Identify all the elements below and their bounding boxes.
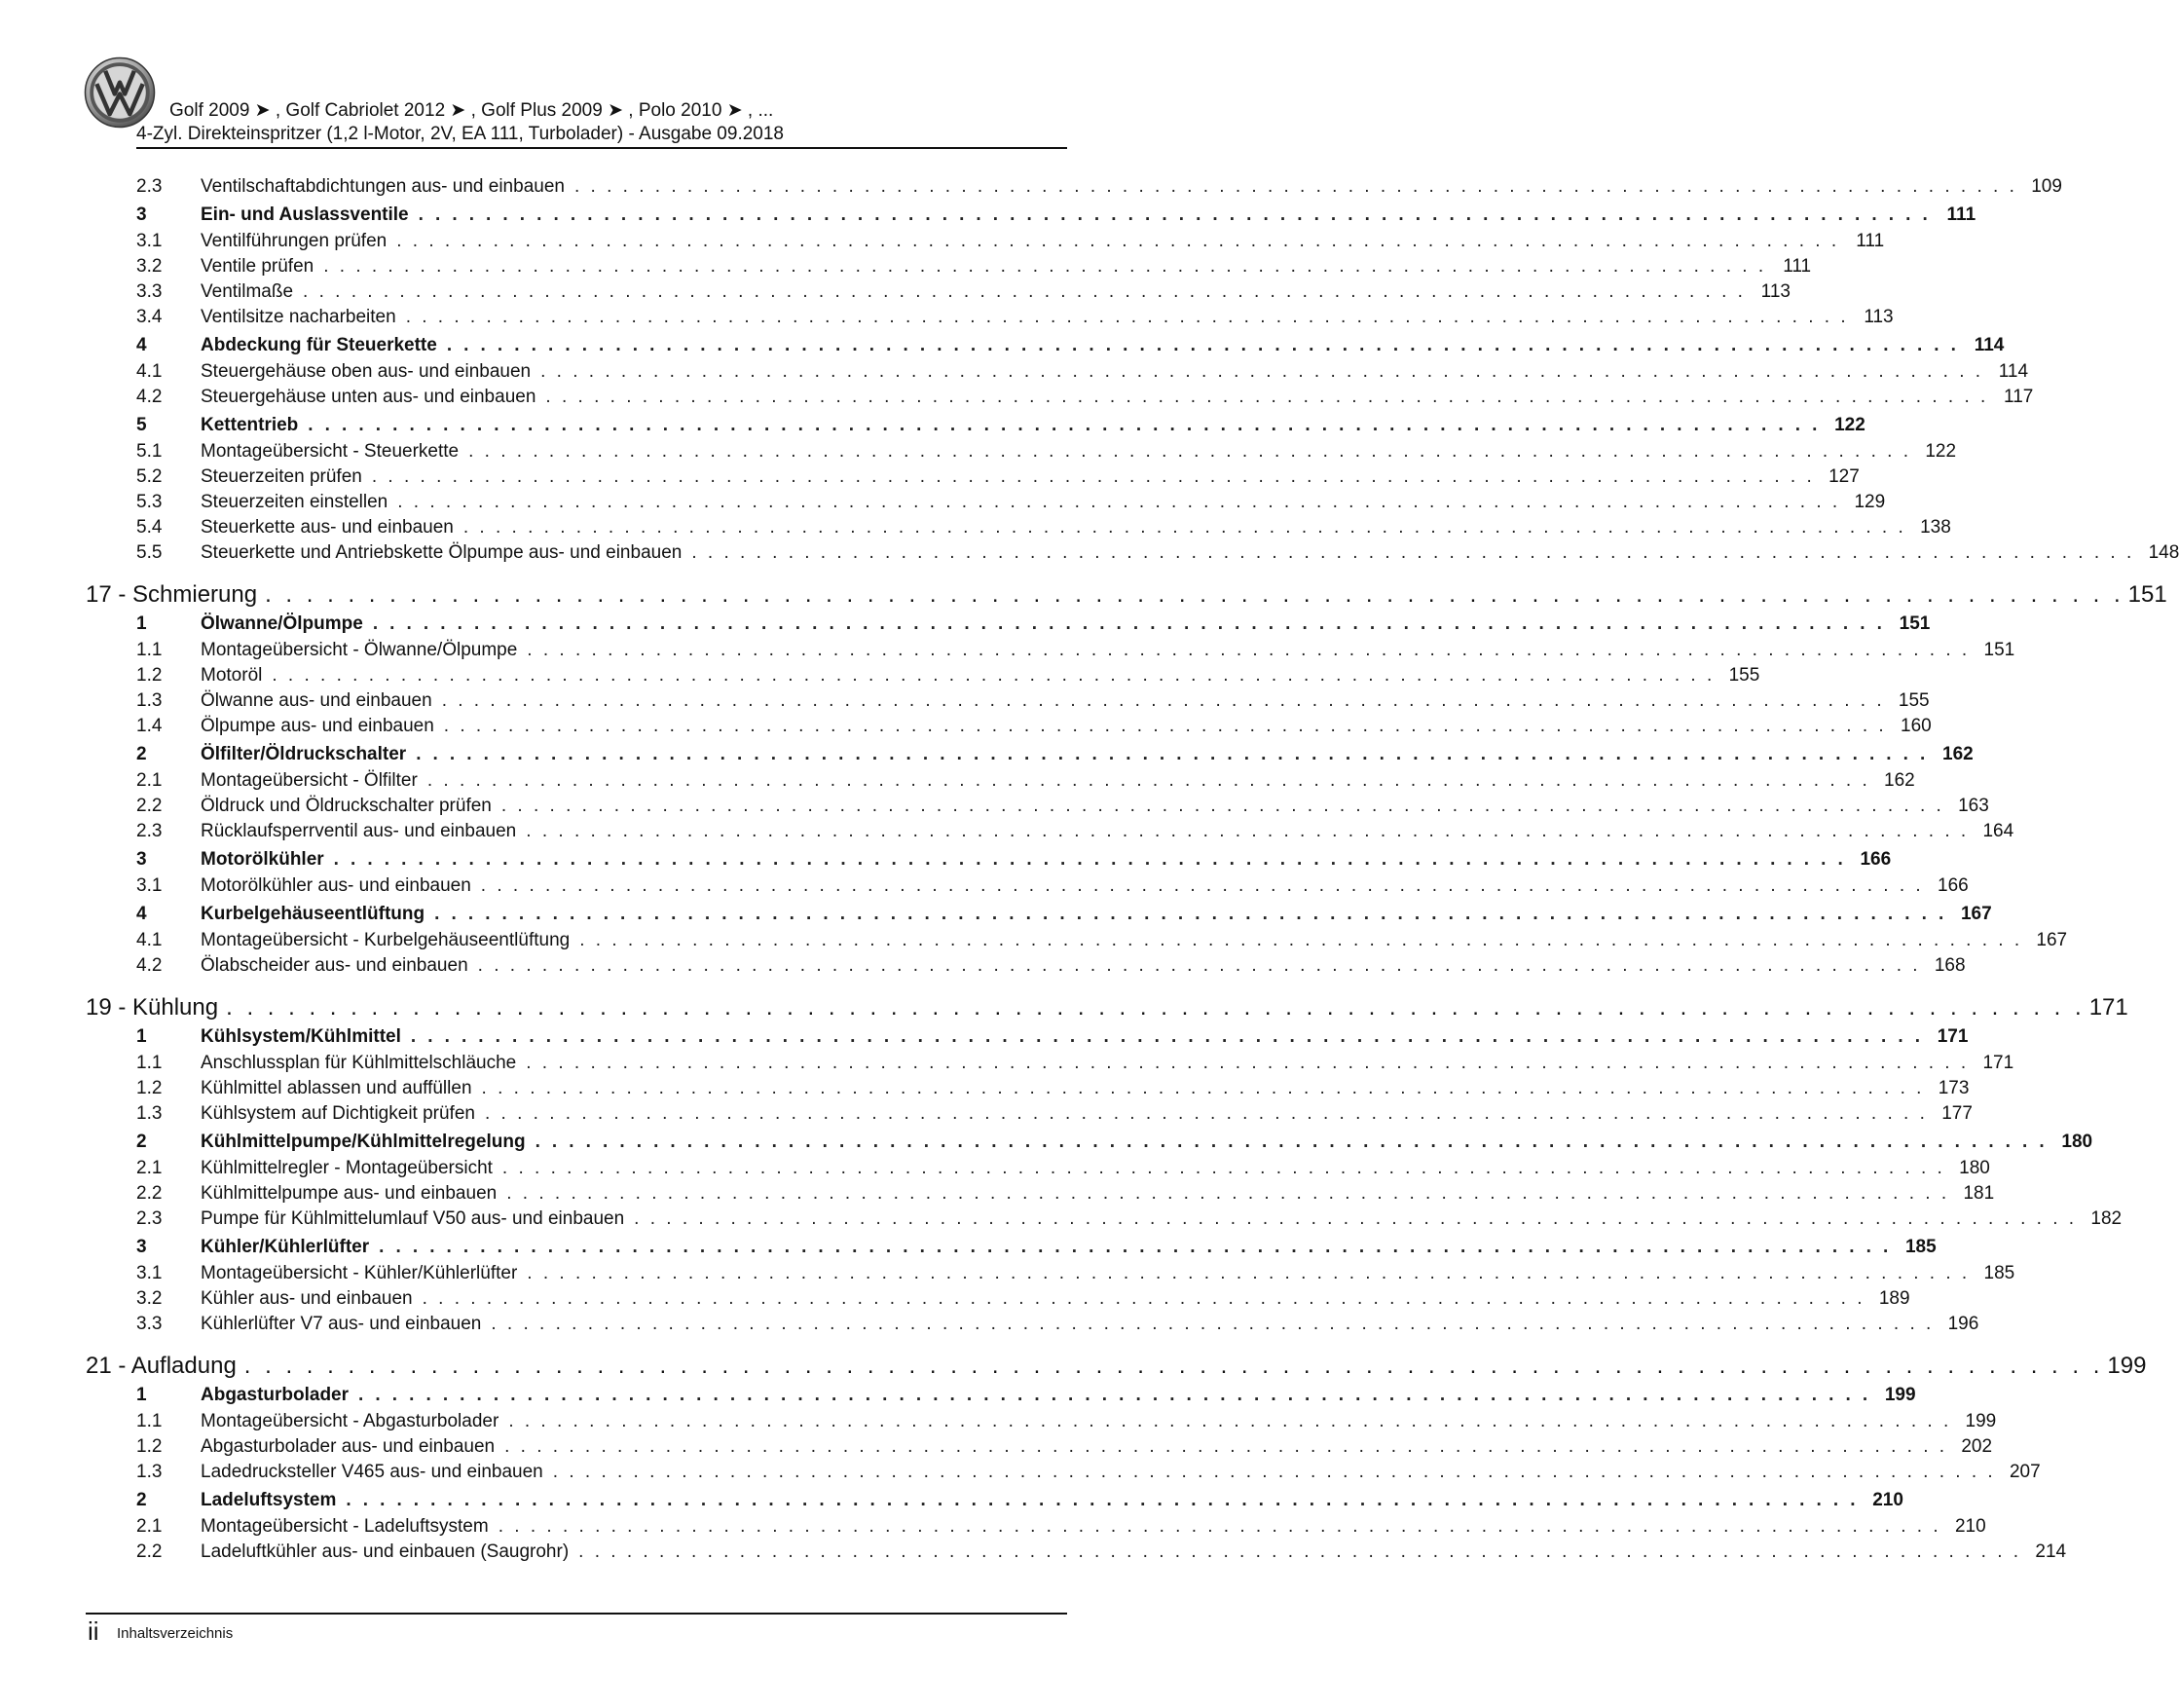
toc-entry-title: Rücklaufsperrventil aus- und einbauen bbox=[201, 821, 517, 841]
toc-entry-number: 3.1 bbox=[136, 875, 163, 896]
toc-section-entry[interactable] bbox=[86, 203, 1976, 229]
toc-subsection-entry[interactable] bbox=[86, 305, 1894, 330]
toc-entry-number: 1.3 bbox=[136, 690, 163, 711]
toc-subsection-entry[interactable] bbox=[86, 1460, 2041, 1485]
toc-entry-title: Montageübersicht - Ölfilter bbox=[201, 770, 418, 791]
toc-section-entry[interactable] bbox=[86, 413, 1865, 439]
toc-entry-title: Motorölkühler bbox=[201, 849, 324, 870]
toc-section-group bbox=[86, 1130, 2123, 1232]
toc-entry-title: Steuerkette aus- und einbauen bbox=[201, 517, 454, 538]
toc-entry-page: 182 bbox=[2090, 1208, 2123, 1229]
toc-entry-page: 210 bbox=[1954, 1516, 1986, 1537]
toc-entry-page: 181 bbox=[1963, 1183, 1995, 1204]
dot-leader: . . . . . . . . . . . . . . . . . . . . . . . . . . . . . . . . . . . . . . . . . . . . . . . . . . . . . . . . . . . . . . . . . . . . . . . . . . . . . . . . . . . . . . . . . . bbox=[527, 1263, 1971, 1283]
toc-entry-page: 117 bbox=[2004, 387, 2034, 407]
toc-entry-title: Pumpe für Kühlmittelumlauf V50 aus- und einbauen bbox=[201, 1208, 625, 1229]
toc-entry-number: 5.2 bbox=[136, 466, 163, 487]
toc-entry-page: 163 bbox=[1958, 796, 1989, 816]
toc-entry-page: 177 bbox=[1941, 1103, 1973, 1124]
toc-entry-number: 1.1 bbox=[136, 1053, 163, 1073]
toc-entry-number: 4 bbox=[136, 335, 147, 355]
toc-subsection-entry[interactable] bbox=[86, 1312, 1979, 1337]
toc-entry-number: 2.1 bbox=[136, 1158, 163, 1178]
toc-section-group bbox=[86, 333, 2034, 410]
toc-entry-page: 164 bbox=[1982, 821, 2014, 841]
toc-subsection-entry[interactable] bbox=[86, 1540, 2067, 1565]
dot-leader: . . . . . . . . . . . . . . . . . . . . . . . . . . . . . . . . . . . . . . . . . . . . . . . . . . . . . . . . . . . . . . . . . . . . . . . . . . . . . . . . . . . . . . . . . . bbox=[422, 1288, 1865, 1309]
toc-chapter-title: 17 - Schmierung bbox=[86, 581, 258, 608]
toc-entry-number: 5.5 bbox=[136, 542, 163, 563]
header-vehicle-models: Golf 2009 ➤ , Golf Cabriolet 2012 ➤ , Golf Plus 2009 ➤ , Polo 2010 ➤ , ... bbox=[169, 100, 774, 121]
header-engine-edition: 4-Zyl. Direkteinspritzer (1,2 l-Motor, 2V, EA 111, Turbolader) - Ausgabe 09.2018 bbox=[136, 124, 784, 144]
toc-entry-page: 180 bbox=[1959, 1158, 1990, 1178]
toc-entry-page: 151 bbox=[1983, 640, 2015, 660]
toc-section-group bbox=[86, 413, 2179, 566]
toc-entry-page: 122 bbox=[1925, 441, 1957, 462]
toc-entry-page: 155 bbox=[1898, 690, 1930, 711]
toc-subsection-entry[interactable] bbox=[86, 1101, 1973, 1127]
dot-leader: . . . . . . . . . . . . . . . . . . . . . . . . . . . . . . . . . . . . . . . . . . . . . . . . . . . . . . . . . . . . . . . . . . . . . . . . . . . . . . . . . . . . . . . . . . bbox=[498, 1516, 1941, 1537]
dot-leader: . . . . . . . . . . . . . . . . . . . . . . . . . . . . . . . . . . . . . . . . . . . . . . . . . . . . . . . . . . . . . . . . . . . . . . . . . . . . . . . . . . . . . . . . . . bbox=[526, 1053, 1970, 1073]
toc-chapter-page: 171 bbox=[2088, 994, 2128, 1021]
toc-entry-page: 138 bbox=[1920, 517, 1951, 538]
toc-entry-page: 148 bbox=[2148, 542, 2179, 563]
toc-entry-page: 173 bbox=[1938, 1078, 1970, 1098]
toc-subsection-entry[interactable] bbox=[86, 928, 2068, 953]
toc-chapter-page: 199 bbox=[2107, 1353, 2147, 1379]
toc-entry-title: Ventilführungen prüfen bbox=[201, 231, 388, 251]
toc-entry-number: 1.2 bbox=[136, 1078, 163, 1098]
toc-entry-page: 166 bbox=[1938, 875, 1969, 896]
toc-entry-number: 1 bbox=[136, 1385, 147, 1405]
toc-entry-title: Ölabscheider aus- und einbauen bbox=[201, 955, 468, 976]
dot-leader: . . . . . . . . . . . . . . . . . . . . . . . . . . . . . . . . . . . . . . . . . . . . . . . . . . . . . . . . . . . . . . . . . . . . . . . . . . . . . . . . . . . . . . . . . . bbox=[552, 1462, 1996, 1482]
toc-chapter-page: 151 bbox=[2127, 581, 2167, 608]
toc-entry-page: 111 bbox=[1856, 231, 1885, 251]
toc-entry-page: 127 bbox=[1828, 466, 1860, 487]
toc-entry-title: Ladeluftsystem bbox=[201, 1490, 337, 1510]
toc-entry-page: 129 bbox=[1854, 492, 1886, 512]
dot-leader: . . . . . . . . . . . . . . . . . . . . . . . . . . . . . . . . . . . . . . . . . . . . . . . . . . . . . . . . . . . . . . . . . . . . . . . . . . . . . . . . . . . . . . . . . . bbox=[426, 770, 1870, 791]
dot-leader: . . . . . . . . . . . . . . . . . . . . . . . . . . . . . . . . . . . . . . . . . . . . . . . . . . . . . . . . . . . . . . . . . . . . . . . . . . . . . . . . . . . . . . . . . . bbox=[434, 904, 1947, 924]
toc-subsection-entry[interactable] bbox=[86, 1051, 2014, 1076]
toc-entry-title: Ventilsitze nacharbeiten bbox=[201, 307, 396, 327]
toc-subsection-entry[interactable] bbox=[86, 490, 1886, 515]
toc-section-group bbox=[86, 612, 2015, 739]
dot-leader: . . . . . . . . . . . . . . . . . . . . . . . . . . . . . . . . . . . . . . . . . . . . . . . . . . . . . . . . . . . . . . . . . . . . . . . . . . . . . . . . . . . . . . . . . . bbox=[468, 441, 1912, 462]
page-header bbox=[84, 53, 1067, 146]
dot-leader: . . . . . . . . . . . . . . . . . . . . . . . . . . . . . . . . . . . . . . . . . . . . . . . . . . . . . . . . . . . . . . . . . . . . . . . . . . . . . . . . . . . . . . . . . . bbox=[540, 361, 1984, 382]
toc-subsection-entry[interactable] bbox=[86, 714, 1932, 739]
toc-entry-number: 3.2 bbox=[136, 1288, 163, 1309]
volkswagen-logo-icon bbox=[84, 56, 156, 129]
toc-entry-title: Kurbelgehäuseentlüftung bbox=[201, 904, 425, 924]
toc-entry-page: 199 bbox=[1965, 1411, 1997, 1431]
toc-entry-number: 4.1 bbox=[136, 361, 163, 382]
toc-entry-page: 185 bbox=[1983, 1263, 2015, 1283]
toc-entry-title: Kühler/Kühlerlüfter bbox=[201, 1237, 370, 1257]
toc-subsection-entry[interactable] bbox=[86, 229, 1885, 254]
dot-leader: . . . . . . . . . . . . . . . . . . . . . . . . . . . . . . . . . . . . . . . . . . . . . . . . . . . . . . . . . . . . . . . . . . . . . . . . . . . . . . . . . . . . . . . . . . bbox=[484, 1103, 1928, 1124]
toc-entry-title: Abgasturbolader bbox=[201, 1385, 350, 1405]
toc-entry-title: Kühlmittel ablassen und auffüllen bbox=[201, 1078, 472, 1098]
toc-entry-page: 199 bbox=[1884, 1385, 1916, 1405]
toc-subsection-entry[interactable] bbox=[86, 819, 2014, 844]
dot-leader: . . . . . . . . . . . . . . . . . . . . . . . . . . . . . . . . . . . . . . . . . . . . . . . . . . . . . . . . . . . . . . . . . . . . . . . . . . . . . . . . . . . . . . . . . . bbox=[410, 1026, 1924, 1047]
dot-leader: . . . . . . . . . . . . . . . . . . . . . . . . . . . . . . . . . . . . . . . . . . . . . . . . . . . . . . . . . . . . . . . . . . . . . . . . . . . . . . . . . . . . . . . . . . bbox=[491, 1314, 1935, 1334]
toc-subsection-entry[interactable] bbox=[86, 688, 1930, 714]
toc-entry-page: 151 bbox=[1899, 613, 1931, 634]
toc-entry-page: 166 bbox=[1860, 849, 1892, 870]
toc-chapter bbox=[86, 1345, 2147, 1565]
dot-leader: . . . . . . . . . . . . . . . . . . . . . . . . . . . . . . . . . . . . . . . . . . . . . . . . . . . . . . . . . . . . . . . . . . . . . . . . . . . . . . . . . . . . . . . . . . bbox=[308, 415, 1821, 435]
toc-entry-title: Kettentrieb bbox=[201, 415, 299, 435]
toc-subsection-entry[interactable] bbox=[86, 279, 1791, 305]
toc-entry-title: Steuerzeiten prüfen bbox=[201, 466, 362, 487]
toc-entry-number: 2.2 bbox=[136, 1541, 163, 1562]
toc-subsection-entry[interactable] bbox=[86, 1514, 1986, 1540]
dot-leader: . . . . . . . . . . . . . . . . . . . . . . . . . . . . . . . . . . . . . . . . . . . . . . . . . . . . . . . . . . . . . . . . . . . . . . . . . . . . . . . . . . . . . . . . . . bbox=[446, 335, 1960, 355]
toc-entry-number: 1.3 bbox=[136, 1462, 163, 1482]
toc-entry-number: 5.1 bbox=[136, 441, 163, 462]
toc-entry-title: Kühlmittelregler - Montageübersicht bbox=[201, 1158, 493, 1178]
toc-entry-number: 4.1 bbox=[136, 930, 163, 950]
toc-subsection-entry[interactable] bbox=[86, 638, 2015, 663]
toc-entry-title: Kühlerlüfter V7 aus- und einbauen bbox=[201, 1314, 482, 1334]
toc-subsection-entry[interactable] bbox=[86, 515, 1951, 540]
toc-section-group bbox=[86, 203, 1976, 330]
toc-section-entry[interactable] bbox=[86, 1383, 1916, 1409]
toc-subsection-entry[interactable] bbox=[86, 254, 1812, 279]
dot-leader: . . . . . . . . . . . . . . . . . . . . . . . . . . . . . . . . . . . . . . . . . . . . . . . . . . . . . . . . . . . . . . . . . . . . . . . . . . . . . . . . . . . . . . . . . . bbox=[265, 581, 2124, 608]
toc-entry-number: 4.2 bbox=[136, 955, 163, 976]
toc-entry-number: 1.2 bbox=[136, 1436, 163, 1457]
toc-entry-title: Motorölkühler aus- und einbauen bbox=[201, 875, 471, 896]
toc-entry-title: Kühler aus- und einbauen bbox=[201, 1288, 413, 1309]
toc-entry-page: 162 bbox=[1884, 770, 1915, 791]
dot-leader: . . . . . . . . . . . . . . . . . . . . . . . . . . . . . . . . . . . . . . . . . . . . . . . . . . . . . . . . . . . . . . . . . . . . . . . . . . . . . . . . . . . . . . . . . . bbox=[405, 307, 1849, 327]
toc-entry-number: 3.4 bbox=[136, 307, 163, 327]
toc-entry-number: 2 bbox=[136, 744, 147, 764]
toc-entry-title: Ventilschaftabdichtungen aus- und einbauen bbox=[201, 176, 565, 197]
dot-leader: . . . . . . . . . . . . . . . . . . . . . . . . . . . . . . . . . . . . . . . . . . . . . . . . . . . . . . . . . . . . . . . . . . . . . . . . . . . . . . . . . . . . . . . . . . bbox=[303, 281, 1746, 302]
toc-entry-page: 162 bbox=[1942, 744, 1974, 764]
toc-subsection-entry[interactable] bbox=[86, 1286, 1910, 1312]
dot-leader: . . . . . . . . . . . . . . . . . . . . . . . . . . . . . . . . . . . . . . . . . . . . . . . . . . . . . . . . . . . . . . . . . . . . . . . . . . . . . . . . . . . . . . . . . . bbox=[545, 387, 1989, 407]
toc-entry-number: 3.2 bbox=[136, 256, 163, 277]
toc-entry-title: Kühlmittelpumpe/Kühlmittelregelung bbox=[201, 1132, 526, 1152]
toc-entry-number: 2 bbox=[136, 1490, 147, 1510]
toc-entry-page: 114 bbox=[1974, 335, 2005, 355]
dot-leader: . . . . . . . . . . . . . . . . . . . . . . . . . . . . . . . . . . . . . . . . . . . . . . . . . . . . . . . . . . . . . . . . . . . . . . . . . . . . . . . . . . . . . . . . . . bbox=[323, 256, 1767, 277]
toc-entry-title: Ein- und Auslassventile bbox=[201, 204, 409, 225]
toc-entry-page: 171 bbox=[1937, 1026, 1969, 1047]
toc-entry-number: 2.3 bbox=[136, 176, 163, 197]
toc-entry-number: 3.3 bbox=[136, 281, 163, 302]
dot-leader: . . . . . . . . . . . . . . . . . . . . . . . . . . . . . . . . . . . . . . . . . . . . . . . . . . . . . . . . . . . . . . . . . . . . . . . . . . . . . . . . . . . . . . . . . . bbox=[579, 930, 2023, 950]
toc-subsection-entry[interactable] bbox=[86, 1207, 2123, 1232]
toc-subsection-entry[interactable] bbox=[86, 439, 1957, 464]
toc-section-entry[interactable] bbox=[86, 902, 1992, 928]
dot-leader: . . . . . . . . . . . . . . . . . . . . . . . . . . . . . . . . . . . . . . . . . . . . . . . . . . . . . . . . . . . . . . . . . . . . . . . . . . . . . . . . . . . . . . . . . . bbox=[418, 204, 1932, 225]
footer-label: Inhaltsverzeichnis bbox=[117, 1625, 234, 1642]
toc-entry-title: Montageübersicht - Ölwanne/Ölpumpe bbox=[201, 640, 518, 660]
dot-leader: . . . . . . . . . . . . . . . . . . . . . . . . . . . . . . . . . . . . . . . . . . . . . . . . . . . . . . . . . . . . . . . . . . . . . . . . . . . . . . . . . . . . . . . . . . bbox=[500, 796, 1944, 816]
toc-entry-title: Montageübersicht - Ladeluftsystem bbox=[201, 1516, 489, 1537]
toc-entry-number: 3.3 bbox=[136, 1314, 163, 1334]
dot-leader: . . . . . . . . . . . . . . . . . . . . . . . . . . . . . . . . . . . . . . . . . . . . . . . . . . . . . . . . . . . . . . . . . . . . . . . . . . . . . . . . . . . . . . . . . . bbox=[333, 849, 1847, 870]
toc-entry-page: 155 bbox=[1728, 665, 1760, 686]
toc-chapter-heading[interactable] bbox=[86, 574, 2167, 609]
toc-subsection-entry[interactable] bbox=[86, 540, 2179, 566]
toc-entry-number: 2.3 bbox=[136, 821, 163, 841]
dot-leader: . . . . . . . . . . . . . . . . . . . . . . . . . . . . . . . . . . . . . . . . . . . . . . . . . . . . . . . . . . . . . . . . . . . . . . . . . . . . . . . . . . . . . . . . . . bbox=[481, 1078, 1925, 1098]
toc-entry-page: 111 bbox=[1783, 256, 1812, 277]
toc-entry-number: 1.1 bbox=[136, 1411, 163, 1431]
toc-entry-page: 185 bbox=[1904, 1237, 1937, 1257]
toc-entry-title: Montageübersicht - Abgasturbolader bbox=[201, 1411, 499, 1431]
toc-section-entry[interactable] bbox=[86, 742, 1974, 768]
toc-entry-title: Motoröl bbox=[201, 665, 263, 686]
dot-leader: . . . . . . . . . . . . . . . . . . . . . . . . . . . . . . . . . . . . . . . . . . . . . . . . . . . . . . . . . . . . . . . . . . . . . . . . . . . . . . . . . . . . . . . . . . bbox=[526, 821, 1970, 841]
toc-entry-title: Abdeckung für Steuerkette bbox=[201, 335, 437, 355]
toc-section-group bbox=[86, 174, 2062, 200]
toc-entry-title: Montageübersicht - Kühler/Kühlerlüfter bbox=[201, 1263, 518, 1283]
toc-entry-number: 3.1 bbox=[136, 231, 163, 251]
toc-section-group bbox=[86, 847, 1969, 899]
toc-entry-number: 3 bbox=[136, 1237, 147, 1257]
toc-entry-page: 122 bbox=[1834, 415, 1865, 435]
toc-section-group bbox=[86, 742, 2014, 844]
toc-subsection-entry[interactable] bbox=[86, 794, 1989, 819]
toc-entry-number: 3.1 bbox=[136, 1263, 163, 1283]
toc-chapter-heading[interactable] bbox=[86, 1345, 2147, 1380]
toc-entry-title: Kühlsystem/Kühlmittel bbox=[201, 1026, 401, 1047]
toc-entry-page: 189 bbox=[1878, 1288, 1910, 1309]
toc-entry-title: Steuergehäuse unten aus- und einbauen bbox=[201, 387, 536, 407]
toc-chapter bbox=[86, 986, 2128, 1337]
toc-entry-page: 171 bbox=[1982, 1053, 2014, 1073]
toc-entry-title: Ladedrucksteller V465 aus- und einbauen bbox=[201, 1462, 543, 1482]
dot-leader: . . . . . . . . . . . . . . . . . . . . . . . . . . . . . . . . . . . . . . . . . . . . . . . . . . . . . . . . . . . . . . . . . . . . . . . . . . . . . . . . . . . . . . . . . . bbox=[501, 1158, 1945, 1178]
toc-entry-title: Ventilmaße bbox=[201, 281, 294, 302]
toc-entry-number: 1.3 bbox=[136, 1103, 163, 1124]
toc-entry-title: Steuerkette und Antriebskette Ölpumpe aus- und einbauen bbox=[201, 542, 683, 563]
toc-entry-page: 167 bbox=[1960, 904, 1992, 924]
toc-section-entry[interactable] bbox=[86, 612, 1931, 638]
toc-entry-title: Ventile prüfen bbox=[201, 256, 314, 277]
dot-leader: . . . . . . . . . . . . . . . . . . . . . . . . . . . . . . . . . . . . . . . . . . . . . . . . . . . . . . . . . . . . . . . . . . . . . . . . . . . . . . . . . . . . . . . . . . bbox=[477, 955, 1921, 976]
toc-entry-number: 2.1 bbox=[136, 770, 163, 791]
toc-chapter-title: 21 - Aufladung bbox=[86, 1353, 237, 1379]
toc-entry-title: Abgasturbolader aus- und einbauen bbox=[201, 1436, 496, 1457]
toc-subsection-entry[interactable] bbox=[86, 1409, 1997, 1434]
toc-entry-page: 109 bbox=[2031, 176, 2062, 197]
footer-divider bbox=[86, 1613, 1067, 1615]
toc-entry-title: Kühlsystem auf Dichtigkeit prüfen bbox=[201, 1103, 475, 1124]
dot-leader: . . . . . . . . . . . . . . . . . . . . . . . . . . . . . . . . . . . . . . . . . . . . . . . . . . . . . . . . . . . . . . . . . . . . . . . . . . . . . . . . . . . . . . . . . . bbox=[379, 1237, 1892, 1257]
toc-entry-page: 111 bbox=[1946, 204, 1976, 225]
toc-entry-number: 3 bbox=[136, 204, 147, 225]
toc-section-group bbox=[86, 1488, 2067, 1565]
toc-entry-page: 202 bbox=[1961, 1436, 1993, 1457]
toc-section-entry[interactable] bbox=[86, 1130, 2093, 1156]
toc-subsection-entry[interactable] bbox=[86, 1181, 1995, 1207]
toc-subsection-entry[interactable] bbox=[86, 1156, 1990, 1181]
dot-leader: . . . . . . . . . . . . . . . . . . . . . . . . . . . . . . . . . . . . . . . . . . . . . . . . . . . . . . . . . . . . . . . . . . . . . . . . . . . . . . . . . . . . . . . . . . bbox=[535, 1132, 2049, 1152]
toc-entry-page: 214 bbox=[2035, 1541, 2067, 1562]
toc-entry-title: Ölwanne/Ölpumpe bbox=[201, 613, 363, 634]
toc-entry-page: 207 bbox=[2009, 1462, 2041, 1482]
toc-entry-page: 196 bbox=[1947, 1314, 1979, 1334]
toc-entry-title: Kühlmittelpumpe aus- und einbauen bbox=[201, 1183, 498, 1204]
toc-section-group bbox=[86, 1235, 2015, 1337]
toc-entry-number: 2.3 bbox=[136, 1208, 163, 1229]
toc-entry-page: 114 bbox=[1998, 361, 2029, 382]
dot-leader: . . . . . . . . . . . . . . . . . . . . . . . . . . . . . . . . . . . . . . . . . . . . . . . . . . . . . . . . . . . . . . . . . . . . . . . . . . . . . . . . . . . . . . . . . . bbox=[504, 1436, 1948, 1457]
dot-leader: . . . . . . . . . . . . . . . . . . . . . . . . . . . . . . . . . . . . . . . . . . . . . . . . . . . . . . . . . . . . . . . . . . . . . . . . . . . . . . . . . . . . . . . . . . bbox=[272, 665, 1716, 686]
toc-entry-title: Ölwanne aus- und einbauen bbox=[201, 690, 432, 711]
dot-leader: . . . . . . . . . . . . . . . . . . . . . . . . . . . . . . . . . . . . . . . . . . . . . . . . . . . . . . . . . . . . . . . . . . . . . . . . . . . . . . . . . . . . . . . . . . bbox=[462, 517, 1906, 538]
toc-entry-number: 5.4 bbox=[136, 517, 163, 538]
dot-leader: . . . . . . . . . . . . . . . . . . . . . . . . . . . . . . . . . . . . . . . . . . . . . . . . . . . . . . . . . . . . . . . . . . . . . . . . . . . . . . . . . . . . . . . . . . bbox=[527, 640, 1971, 660]
toc-entry-number: 1.2 bbox=[136, 665, 163, 686]
dot-leader: . . . . . . . . . . . . . . . . . . . . . . . . . . . . . . . . . . . . . . . . . . . . . . . . . . . . . . . . . . . . . . . . . . . . . . . . . . . . . . . . . . . . . . . . . . bbox=[346, 1490, 1859, 1510]
toc-entry-number: 3 bbox=[136, 849, 147, 870]
toc-entry-title: Ölpumpe aus- und einbauen bbox=[201, 716, 434, 736]
dot-leader: . . . . . . . . . . . . . . . . . . . . . . . . . . . . . . . . . . . . . . . . . . . . . . . . . . . . . . . . . . . . . . . . . . . . . . . . . . . . . . . . . . . . . . . . . . bbox=[397, 492, 1841, 512]
toc-entry-title: Montageübersicht - Steuerkette bbox=[201, 441, 460, 462]
toc-entry-page: 113 bbox=[1760, 281, 1791, 302]
dot-leader: . . . . . . . . . . . . . . . . . . . . . . . . . . . . . . . . . . . . . . . . . . . . . . . . . . . . . . . . . . . . . . . . . . . . . . . . . . . . . . . . . . . . . . . . . . bbox=[634, 1208, 2078, 1229]
toc-entry-number: 2.1 bbox=[136, 1516, 163, 1537]
toc-entry-title: Montageübersicht - Kurbelgehäuseentlüftung bbox=[201, 930, 571, 950]
toc-subsection-entry[interactable] bbox=[86, 873, 1969, 899]
toc-entry-page: 168 bbox=[1934, 955, 1966, 976]
toc-section-entry[interactable] bbox=[86, 847, 1892, 873]
toc-chapter-heading[interactable] bbox=[86, 986, 2128, 1021]
toc-entry-number: 1.4 bbox=[136, 716, 163, 736]
toc-entry-title: Ladeluftkühler aus- und einbauen (Saugrohr) bbox=[201, 1541, 570, 1562]
toc-chapter bbox=[86, 574, 2167, 979]
toc-entry-number: 1 bbox=[136, 613, 147, 634]
table-of-contents bbox=[86, 171, 2179, 1567]
dot-leader: . . . . . . . . . . . . . . . . . . . . . . . . . . . . . . . . . . . . . . . . . . . . . . . . . . . . . . . . . . . . . . . . . . . . . . . . . . . . . . . . . . . . . . . . . . bbox=[508, 1411, 1952, 1431]
toc-subsection-entry[interactable] bbox=[86, 464, 1860, 490]
toc-chapter-title: 19 - Kühlung bbox=[86, 994, 219, 1021]
toc-subsection-entry[interactable] bbox=[86, 1434, 1993, 1460]
toc-entry-title: Anschlussplan für Kühlmittelschläuche bbox=[201, 1053, 517, 1073]
toc-subsection-entry[interactable] bbox=[86, 1261, 2015, 1286]
toc-section-group bbox=[86, 1383, 2041, 1485]
toc-subsection-entry[interactable] bbox=[86, 768, 1915, 794]
toc-entry-page: 113 bbox=[1864, 307, 1894, 327]
dot-leader: . . . . . . . . . . . . . . . . . . . . . . . . . . . . . . . . . . . . . . . . . . . . . . . . . . . . . . . . . . . . . . . . . . . . . . . . . . . . . . . . . . . . . . . . . . bbox=[226, 994, 2086, 1021]
header-divider bbox=[136, 147, 1067, 149]
dot-leader: . . . . . . . . . . . . . . . . . . . . . . . . . . . . . . . . . . . . . . . . . . . . . . . . . . . . . . . . . . . . . . . . . . . . . . . . . . . . . . . . . . . . . . . . . . bbox=[416, 744, 1929, 764]
toc-subsection-entry[interactable] bbox=[86, 953, 1966, 979]
toc-section-group bbox=[86, 1024, 2014, 1127]
dot-leader: . . . . . . . . . . . . . . . . . . . . . . . . . . . . . . . . . . . . . . . . . . . . . . . . . . . . . . . . . . . . . . . . . . . . . . . . . . . . . . . . . . . . . . . . . . bbox=[443, 716, 1887, 736]
toc-entry-page: 167 bbox=[2036, 930, 2068, 950]
toc-entry-number: 2.2 bbox=[136, 1183, 163, 1204]
toc-entry-number: 4.2 bbox=[136, 387, 163, 407]
toc-entry-title: Steuerzeiten einstellen bbox=[201, 492, 388, 512]
dot-leader: . . . . . . . . . . . . . . . . . . . . . . . . . . . . . . . . . . . . . . . . . . . . . . . . . . . . . . . . . . . . . . . . . . . . . . . . . . . . . . . . . . . . . . . . . . bbox=[480, 875, 1924, 896]
dot-leader: . . . . . . . . . . . . . . . . . . . . . . . . . . . . . . . . . . . . . . . . . . . . . . . . . . . . . . . . . . . . . . . . . . . . . . . . . . . . . . . . . . . . . . . . . . bbox=[691, 542, 2135, 563]
toc-entry-title: Ölfilter/Öldruckschalter bbox=[201, 744, 407, 764]
toc-section-entry[interactable] bbox=[86, 1488, 1903, 1514]
toc-section-entry[interactable] bbox=[86, 1024, 1969, 1051]
toc-section-entry[interactable] bbox=[86, 333, 2005, 359]
toc-entry-page: 210 bbox=[1872, 1490, 1903, 1510]
toc-entry-title: Öldruck und Öldruckschalter prüfen bbox=[201, 796, 492, 816]
dot-leader: . . . . . . . . . . . . . . . . . . . . . . . . . . . . . . . . . . . . . . . . . . . . . . . . . . . . . . . . . . . . . . . . . . . . . . . . . . . . . . . . . . . . . . . . . . bbox=[578, 1541, 2022, 1562]
toc-section-group bbox=[86, 902, 2068, 979]
toc-entry-number: 5.3 bbox=[136, 492, 163, 512]
toc-entry-number: 2 bbox=[136, 1132, 147, 1152]
dot-leader: . . . . . . . . . . . . . . . . . . . . . . . . . . . . . . . . . . . . . . . . . . . . . . . . . . . . . . . . . . . . . . . . . . . . . . . . . . . . . . . . . . . . . . . . . . bbox=[396, 231, 1840, 251]
toc-subsection-entry[interactable] bbox=[86, 663, 1760, 688]
toc-entry-number: 1 bbox=[136, 1026, 147, 1047]
toc-entry-page: 180 bbox=[2061, 1132, 2093, 1152]
toc-subsection-entry[interactable] bbox=[86, 174, 2062, 200]
toc-entry-number: 5 bbox=[136, 415, 147, 435]
dot-leader: . . . . . . . . . . . . . . . . . . . . . . . . . . . . . . . . . . . . . . . . . . . . . . . . . . . . . . . . . . . . . . . . . . . . . . . . . . . . . . . . . . . . . . . . . . bbox=[573, 176, 2017, 197]
dot-leader: . . . . . . . . . . . . . . . . . . . . . . . . . . . . . . . . . . . . . . . . . . . . . . . . . . . . . . . . . . . . . . . . . . . . . . . . . . . . . . . . . . . . . . . . . . bbox=[358, 1385, 1871, 1405]
toc-entry-page: 160 bbox=[1901, 716, 1932, 736]
dot-leader: . . . . . . . . . . . . . . . . . . . . . . . . . . . . . . . . . . . . . . . . . . . . . . . . . . . . . . . . . . . . . . . . . . . . . . . . . . . . . . . . . . . . . . . . . . bbox=[441, 690, 1885, 711]
dot-leader: . . . . . . . . . . . . . . . . . . . . . . . . . . . . . . . . . . . . . . . . . . . . . . . . . . . . . . . . . . . . . . . . . . . . . . . . . . . . . . . . . . . . . . . . . . bbox=[372, 613, 1886, 634]
dot-leader: . . . . . . . . . . . . . . . . . . . . . . . . . . . . . . . . . . . . . . . . . . . . . . . . . . . . . . . . . . . . . . . . . . . . . . . . . . . . . . . . . . . . . . . . . . bbox=[506, 1183, 1950, 1204]
toc-entry-number: 2.2 bbox=[136, 796, 163, 816]
toc-section-entry[interactable] bbox=[86, 1235, 1937, 1261]
toc-entry-number: 4 bbox=[136, 904, 147, 924]
toc-subsection-entry[interactable] bbox=[86, 385, 2034, 410]
dot-leader: . . . . . . . . . . . . . . . . . . . . . . . . . . . . . . . . . . . . . . . . . . . . . . . . . . . . . . . . . . . . . . . . . . . . . . . . . . . . . . . . . . . . . . . . . . bbox=[243, 1353, 2104, 1379]
toc-entry-title: Steuergehäuse oben aus- und einbauen bbox=[201, 361, 532, 382]
dot-leader: . . . . . . . . . . . . . . . . . . . . . . . . . . . . . . . . . . . . . . . . . . . . . . . . . . . . . . . . . . . . . . . . . . . . . . . . . . . . . . . . . . . . . . . . . . bbox=[371, 466, 1815, 487]
toc-subsection-entry[interactable] bbox=[86, 359, 2029, 385]
toc-subsection-entry[interactable] bbox=[86, 1076, 1970, 1101]
toc-entry-number: 1.1 bbox=[136, 640, 163, 660]
footer-page-number: ii bbox=[88, 1616, 99, 1646]
